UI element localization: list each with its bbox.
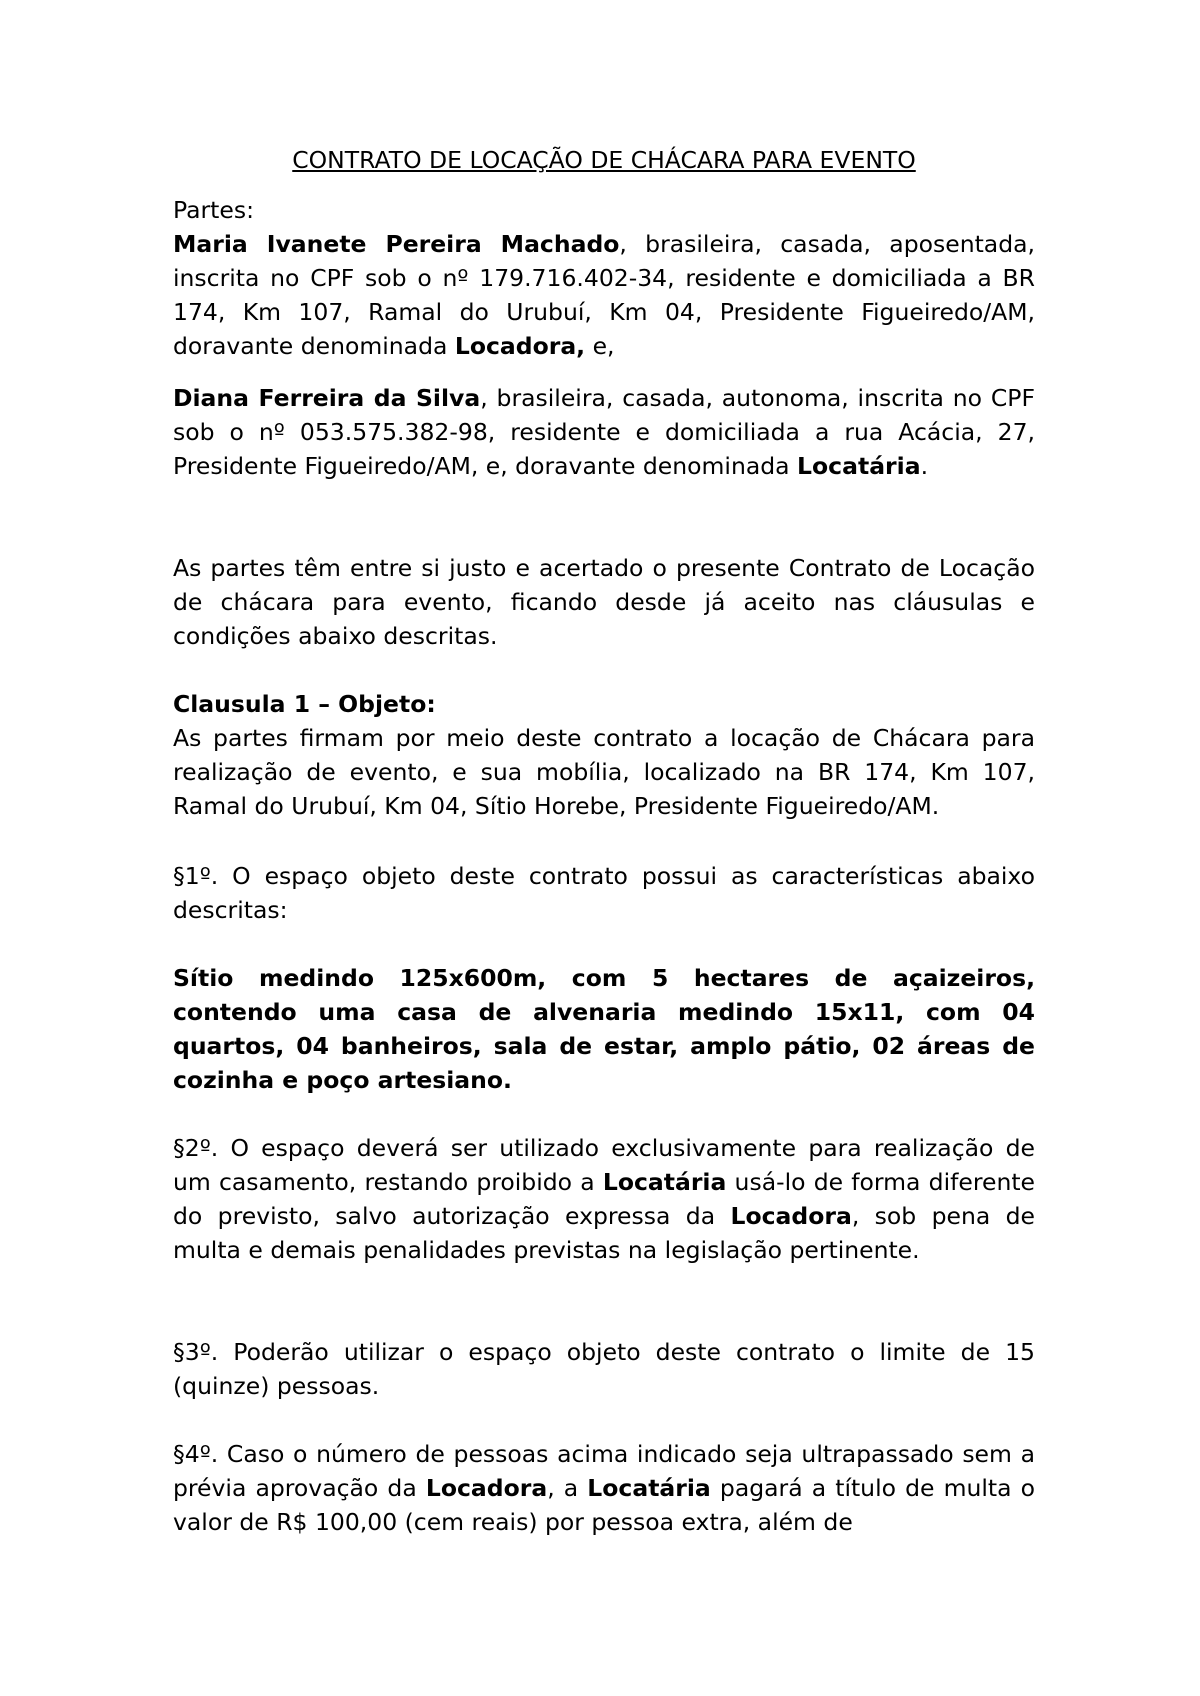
intro-paragraph: As partes têm entre si justo e acertado o presente Contrato de Locação de chácara para evento, ficando desde já aceito nas cláusulas e condições abaixo descritas. xyxy=(173,554,1035,650)
paragraph-4-locadora: Locadora xyxy=(425,1474,548,1502)
locataria-tail: . xyxy=(920,452,929,480)
paragraph-2 xyxy=(173,1131,1035,1267)
paragraph-2-part-2: usá-lo de forma diferente do previsto, salvo autorização expressa da xyxy=(173,1168,1036,1230)
locataria-role: Locatária xyxy=(797,452,921,480)
paragraph-2-part-3: , sob pena de multa e demais penalidades previstas na legislação pertinente. xyxy=(173,1202,1035,1264)
document-title: CONTRATO DE LOCAÇÃO DE CHÁCARA PARA EVENTO xyxy=(292,146,916,174)
paragraph-2-locadora: Locadora xyxy=(730,1202,852,1230)
parties-label: Partes: xyxy=(173,196,255,224)
locataria-details: , brasileira, casada, autonoma, inscrita no CPF sob o nº 053.575.382-98, residente e domiciliada a rua Acácia, 27, Presidente Figueiredo/AM, e, doravante denominada xyxy=(173,384,1035,480)
party-locadora xyxy=(173,227,1035,363)
paragraph-2-part-1: §2º. O espaço deverá ser utilizado exclusivamente para realização de um casamento, restando proibido a xyxy=(173,1134,1035,1196)
paragraph-4-locataria: Locatária xyxy=(587,1474,711,1502)
locadora-tail: e, xyxy=(585,332,615,360)
paragraph-4-part-3: pagará a título de multa o valor de R$ 100,00 (cem reais) por pessoa extra, além de xyxy=(173,1474,1035,1536)
paragraph-1: §1º. O espaço objeto deste contrato possui as características abaixo descritas: xyxy=(173,862,1035,924)
paragraph-3: §3º. Poderão utilizar o espaço objeto deste contrato o limite de 15 (quinze) pessoas. xyxy=(173,1338,1035,1400)
paragraph-4-part-2: , a xyxy=(547,1474,588,1502)
paragraph-2-locataria: Locatária xyxy=(602,1168,727,1196)
paragraph-4-part-1: §4º. Caso o número de pessoas acima indicado seja ultrapassado sem a prévia aprovação da xyxy=(173,1440,1035,1502)
locadora-role: Locadora, xyxy=(454,332,586,360)
party-locataria xyxy=(173,381,1035,483)
paragraph-4 xyxy=(173,1437,1035,1539)
clause-1-heading: Clausula 1 – Objeto: xyxy=(173,690,436,718)
locadora-details: , brasileira, casada, aposentada, inscrita no CPF sob o nº 179.716.402-34, residente e domiciliada a BR 174, Km 107, Ramal do Urubuí, Km 04, Presidente Figueiredo/AM, doravante denominada xyxy=(173,230,1035,360)
locadora-name: Maria Ivanete Pereira Machado xyxy=(173,230,620,258)
locataria-name: Diana Ferreira da Silva xyxy=(173,384,481,412)
clause-1-text: As partes firmam por meio deste contrato a locação de Chácara para realização de evento, e sua mobília, localizado na BR 174, Km 107, Ramal do Urubuí, Km 04, Sítio Horebe, Presidente Figueiredo/AM. xyxy=(173,724,1035,820)
property-description: Sítio medindo 125x600m, com 5 hectares de açaizeiros, contendo uma casa de alvenaria medindo 15x11, com 04 quartos, 04 banheiros, sala de estar, amplo pátio, 02 áreas de cozinha e poço artesiano. xyxy=(173,964,1035,1094)
